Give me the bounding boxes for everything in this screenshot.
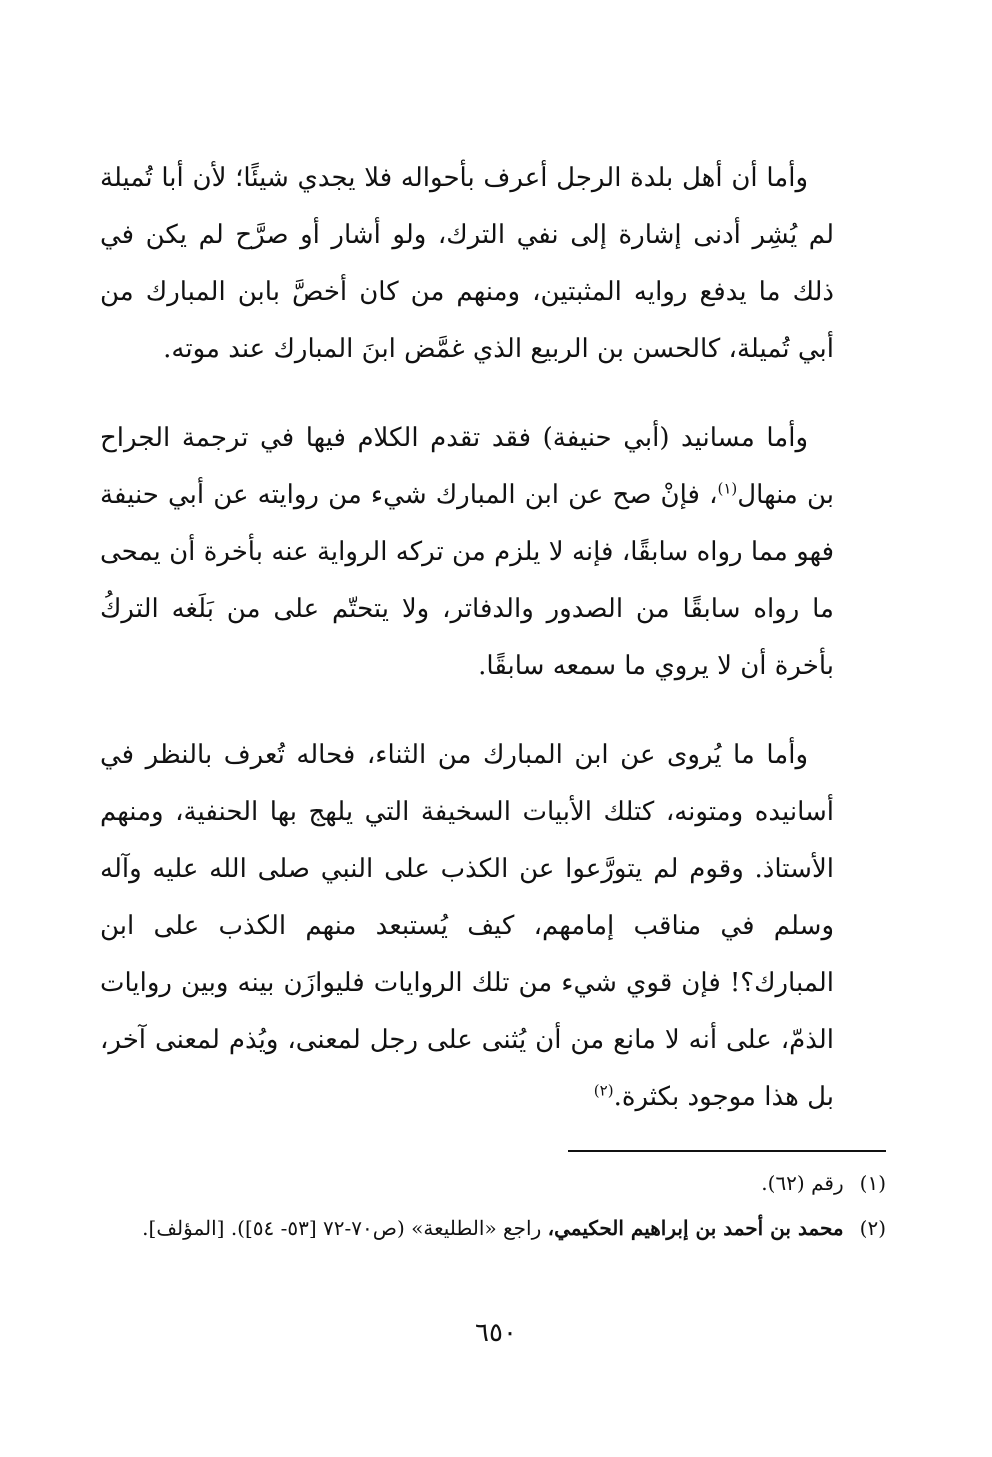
- footnote-ref-1[interactable]: (١): [717, 479, 738, 498]
- paragraph-2: [100, 410, 834, 695]
- paragraph-3: [100, 727, 834, 1126]
- paragraph-2-text-before: وأما مسانيد (أبي حنيفة) فقد تقدم الكلام فيها في ترجمة الجراح بن منهال: [100, 423, 834, 510]
- footnote-1: [100, 1167, 886, 1200]
- footnote-divider: [568, 1150, 886, 1152]
- footnote-2-text: راجع «الطليعة» (ص٧٠-٧٢ [٥٣- ٥٤]). [المؤلف].: [142, 1216, 548, 1240]
- paragraph-1: [100, 150, 834, 378]
- footnote-1-number: (١): [859, 1171, 886, 1195]
- footnote-1-text: رقم (٦٢).: [761, 1171, 844, 1195]
- main-text: [100, 150, 834, 1126]
- footnote-2-content: [100, 1212, 844, 1245]
- footnote-2-bold-text: محمد بن أحمد بن إبراهيم الحكيمي،: [547, 1216, 844, 1240]
- paragraph-2-text-after: ، فإنْ صح عن ابن المبارك شيء من روايته عن أبي حنيفة فهو مما رواه سابقًا، فإنه لا يلزم من تركه الرواية عنه بأخرة أن يمحى ما رواه سابقًا من الصدور والدفاتر، ولا يتحتّم على من بَلَغه التركُ بأخرة أن لا يروي ما سمعه سابقًا.: [100, 480, 834, 681]
- footnote-2-number: (٢): [859, 1216, 886, 1240]
- footnote-ref-2[interactable]: (٢): [593, 1081, 614, 1100]
- footnote-2: [100, 1212, 886, 1245]
- page-number: ٦٥٠: [475, 1318, 517, 1348]
- paragraph-1-text: وأما أن أهل بلدة الرجل أعرف بأحواله فلا يجدي شيئًا؛ لأن أبا تُميلة لم يُشِر أدنى إشارة إلى نفي الترك، ولو أشار أو صرَّح لم يكن في ذلك ما يدفع روايه المثبتين، ومنهم من كان أخصَّ بابن المبارك من أبي تُميلة، كالحسن بن الربيع الذي غمَّض ابنَ المبارك عند موته.: [100, 163, 834, 364]
- footnote-1-content: [100, 1167, 844, 1200]
- footnotes: [100, 1167, 886, 1257]
- paragraph-3-text-before: وأما ما يُروى عن ابن المبارك من الثناء، فحاله تُعرف بالنظر في أسانيده ومتونه، كتلك الأبيات السخيفة التي يلهج بها الحنفية، ومنهم الأستاذ. وقوم لم يتورَّعوا عن الكذب على النبي صلى الله عليه وآله وسلم في مناقب إمامهم، كيف يُستبعد منهم الكذب على ابن المبارك؟! فإن قوي شيء من تلك الروايات فليوازَن بينه وبين روايات الذمّ، على أنه لا مانع من أن يُثنى على رجل لمعنى، ويُذم لمعنى آخر، بل هذا موجود بكثرة.: [100, 740, 834, 1112]
